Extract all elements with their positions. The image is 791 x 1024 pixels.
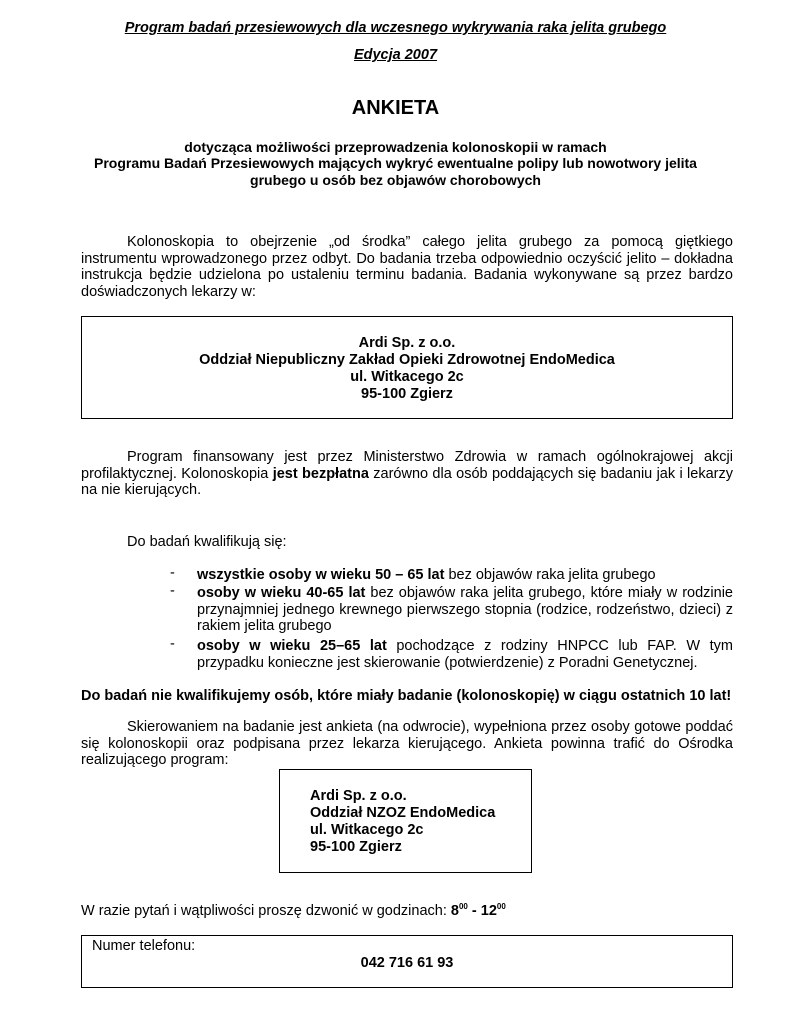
clinic-1-unit: Oddział Niepubliczny Zakład Opieki Zdrowotnej EndoMedica (199, 352, 615, 368)
referral-paragraph: Skierowaniem na badanie jest ankieta (na odwrocie), wypełniona przez osoby gotowe poddać się kolonoskopii oraz podpisana przez lekarza kierującego. Ankieta powinna trafić do Ośrodka realizującego program: (81, 719, 733, 768)
intro-paragraph: Kolonoskopia to obejrzenie „od środka” całego jelita grubego za pomocą giętkiego instrumentu wprowadzonego przez odbyt. Do badania trzeba odpowiednio oczyścić jelito – dokładna instrukcja będzie udzielona po ustaleniu terminu badania. Badania wykonywane są przez bardzo doświadczonych lekarzy w: (81, 234, 733, 300)
clinic-box-2 (279, 769, 532, 873)
funding-paragraph: Program finansowany jest przez Ministerstwo Zdrowia w ramach ogólnokrajowej akcji profilaktycznej. Kolonoskopia jest bezpłatna zarówno dla osób poddających się badaniu jak i lekarzy na nie kierujących. (81, 449, 733, 498)
clinic-box-1 (81, 316, 733, 419)
clinic-1-company: Ardi Sp. z o.o. (358, 335, 456, 351)
clinic-2-unit: Oddział NZOZ EndoMedica (310, 805, 496, 821)
hours-to: $12^{00}$ (480, 902, 506, 919)
subtitle-line-1: dotycząca możliwości przeprowadzenia kolonoskopii w ramach (184, 139, 607, 155)
clinic-1-city: 95-100 Zgierz (361, 386, 453, 402)
subtitle-line-3: grubego u osób bez objawów chorobowych (250, 172, 541, 188)
document-title: ANKIETA (351, 97, 440, 119)
free-of-charge: jest bezpłatna (272, 465, 369, 482)
phone-label: Numer telefonu: (92, 938, 196, 954)
subtitle-line-2: Programu Badań Przesiewowych mających wykryć ewentualne polipy lub nowotwory jelita (94, 155, 697, 171)
contact-hours: W razie pytań i wątpliwości proszę dzwonić w godzinach: $8^{00} - 12^{00}$ (81, 902, 506, 919)
phone-box (81, 935, 733, 988)
criteria-list: - wszystkie osoby w wieku 50 – 65 lat bez objawów raka jelita grubego - osoby w wieku 40-65 lat bez objawów raka jelita grubego, które miały w rodzinie przynajmniej jednego krewnego pierwszego stopnia (rodzice, rodzeństwo, dzieci) z rakiem jelita grubego - osoby w wieku 25–65 lat pochodzące z rodziny HNPCC lub FAP. W tym przypadku konieczne jest skierowanie (potwierdzenie) z Poradni Genetycznej. (170, 565, 733, 671)
edition-label: Edycja 2007 (353, 47, 438, 63)
hours-from: $8^{00}$ (450, 902, 468, 919)
exclusion-notice: Do badań nie kwalifikujemy osób, które miały badanie (kolonoskopię) w ciągu ostatnich 10 lat! (81, 688, 732, 704)
clinic-2-company: Ardi Sp. z o.o. (310, 788, 407, 804)
phone-number: 042 716 61 93 (360, 955, 454, 971)
clinic-2-city: 95-100 Zgierz (310, 839, 402, 855)
clinic-1-street: ul. Witkacego 2c (350, 369, 464, 385)
qualify-heading: Do badań kwalifikują się: (127, 534, 287, 550)
program-header: Program badań przesiewowych dla wczesnego wykrywania raka jelita grubego (124, 20, 667, 36)
clinic-2-street: ul. Witkacego 2c (310, 822, 424, 838)
